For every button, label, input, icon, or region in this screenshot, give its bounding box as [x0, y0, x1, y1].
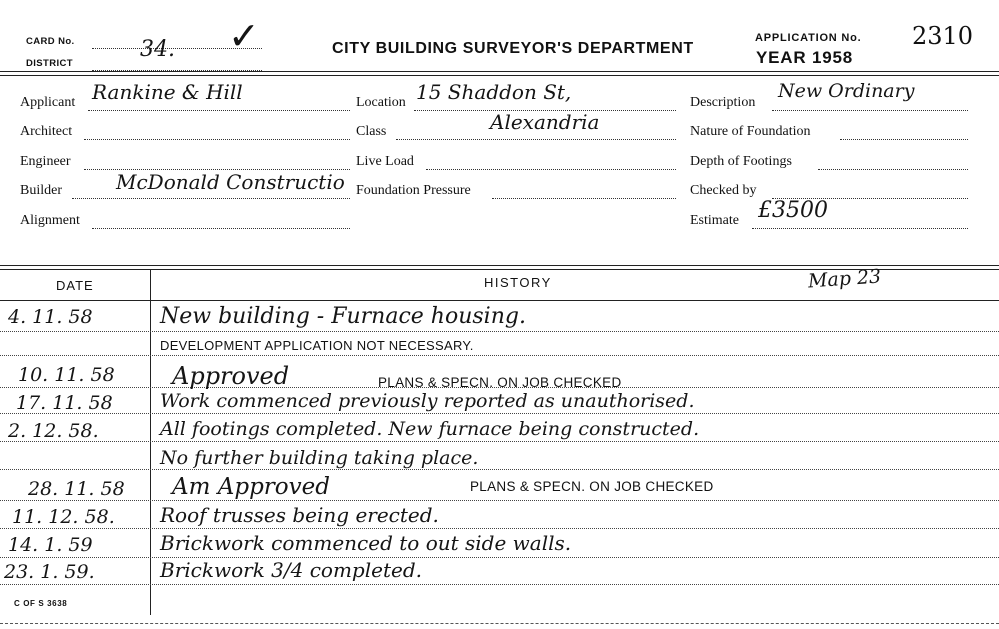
foundation-pressure-line: [492, 198, 676, 199]
row-divider: [0, 355, 999, 356]
date-column-divider: [150, 270, 151, 615]
estimate-label: Estimate: [690, 213, 739, 228]
history-entry: All footings completed. New furnace being constructed.: [160, 418, 700, 440]
history-date: 11. 12. 58.: [12, 506, 115, 528]
history-entry: Work commenced previously reported as unauthorised.: [160, 390, 695, 412]
history-date: 14. 1. 59: [8, 534, 93, 556]
depth-line: [818, 169, 968, 170]
history-entry-printed: DEVELOPMENT APPLICATION NOT NECESSARY.: [160, 338, 474, 353]
class-line: [396, 139, 676, 140]
row-divider: [0, 413, 999, 414]
header-divider: [0, 71, 999, 72]
row-divider: [0, 331, 999, 332]
row-divider: [0, 469, 999, 470]
engineer-label: Engineer: [20, 154, 71, 169]
year-label: YEAR 1958: [756, 48, 853, 67]
history-date: 4. 11. 58: [8, 306, 93, 328]
row-divider: [0, 584, 999, 585]
description-value: New Ordinary: [778, 80, 915, 102]
row-divider: [0, 528, 999, 529]
applicant-label: Applicant: [20, 95, 76, 110]
applicant-line: [88, 110, 350, 111]
foundation-pressure-label: Foundation Pressure: [356, 183, 471, 198]
class-label: Class: [356, 124, 387, 139]
nature-of-foundation-label: Nature of Foundation: [690, 124, 811, 139]
alignment-label: Alignment: [20, 213, 80, 228]
card-bottom-edge: [0, 623, 999, 624]
application-no-label: APPLICATION No.: [755, 32, 862, 44]
applicant-value: Rankine & Hill: [92, 80, 243, 104]
depth-of-footings-label: Depth of Footings: [690, 154, 792, 169]
history-entry: Brickwork 3/4 completed.: [160, 558, 422, 582]
description-label: Description: [690, 95, 756, 110]
history-header: HISTORY: [484, 275, 552, 290]
header-divider-2: [0, 75, 999, 76]
architect-line: [84, 139, 350, 140]
builder-value: McDonald Constructio: [116, 170, 345, 194]
form-code: C OF S 3638: [14, 599, 68, 608]
history-top-border: [0, 265, 999, 266]
row-divider: [0, 441, 999, 442]
builder-label: Builder: [20, 183, 62, 198]
location-label: Location: [356, 95, 406, 110]
location-value-2: Alexandria: [490, 110, 600, 134]
builder-line: [72, 198, 350, 199]
plans-checked-stamp: PLANS & SPECN. ON JOB CHECKED: [378, 375, 622, 390]
map-reference: Map 23: [807, 265, 882, 293]
card-no-label: CARD No.: [26, 36, 75, 47]
card-no-value: 34.: [140, 37, 175, 62]
history-date: 2. 12. 58.: [8, 420, 99, 442]
application-no-value: 2310: [912, 22, 974, 50]
row-divider: [0, 557, 999, 558]
estimate-line: [752, 228, 968, 229]
history-entry: Brickwork commenced to out side walls.: [160, 531, 572, 555]
history-entry: Approved: [172, 362, 290, 390]
history-date: 17. 11. 58: [16, 392, 113, 414]
checked-by-label: Checked by: [690, 183, 757, 198]
row-divider: [0, 500, 999, 501]
history-date: 23. 1. 59.: [4, 561, 95, 583]
live-load-label: Live Load: [356, 154, 414, 169]
architect-label: Architect: [20, 124, 73, 139]
nature-line: [840, 139, 968, 140]
history-entry: Roof trusses being erected.: [160, 503, 439, 527]
history-date: 10. 11. 58: [18, 364, 115, 386]
district-label: DISTRICT: [26, 58, 74, 69]
department-title: CITY BUILDING SURVEYOR'S DEPARTMENT: [332, 40, 694, 57]
description-line: [772, 110, 968, 111]
location-value: 15 Shaddon St,: [416, 80, 572, 104]
live-load-line: [426, 169, 676, 170]
plans-checked-stamp: PLANS & SPECN. ON JOB CHECKED: [470, 479, 714, 494]
history-entry: No further building taking place.: [160, 447, 479, 469]
alignment-line: [92, 228, 350, 229]
estimate-value: £3500: [758, 198, 828, 223]
history-date: 28. 11. 58: [28, 478, 125, 500]
date-header: DATE: [56, 278, 94, 293]
history-entry: Am Approved: [172, 474, 330, 500]
history-entry: New building - Furnace housing.: [160, 304, 526, 329]
check-mark: ✓: [228, 14, 260, 58]
